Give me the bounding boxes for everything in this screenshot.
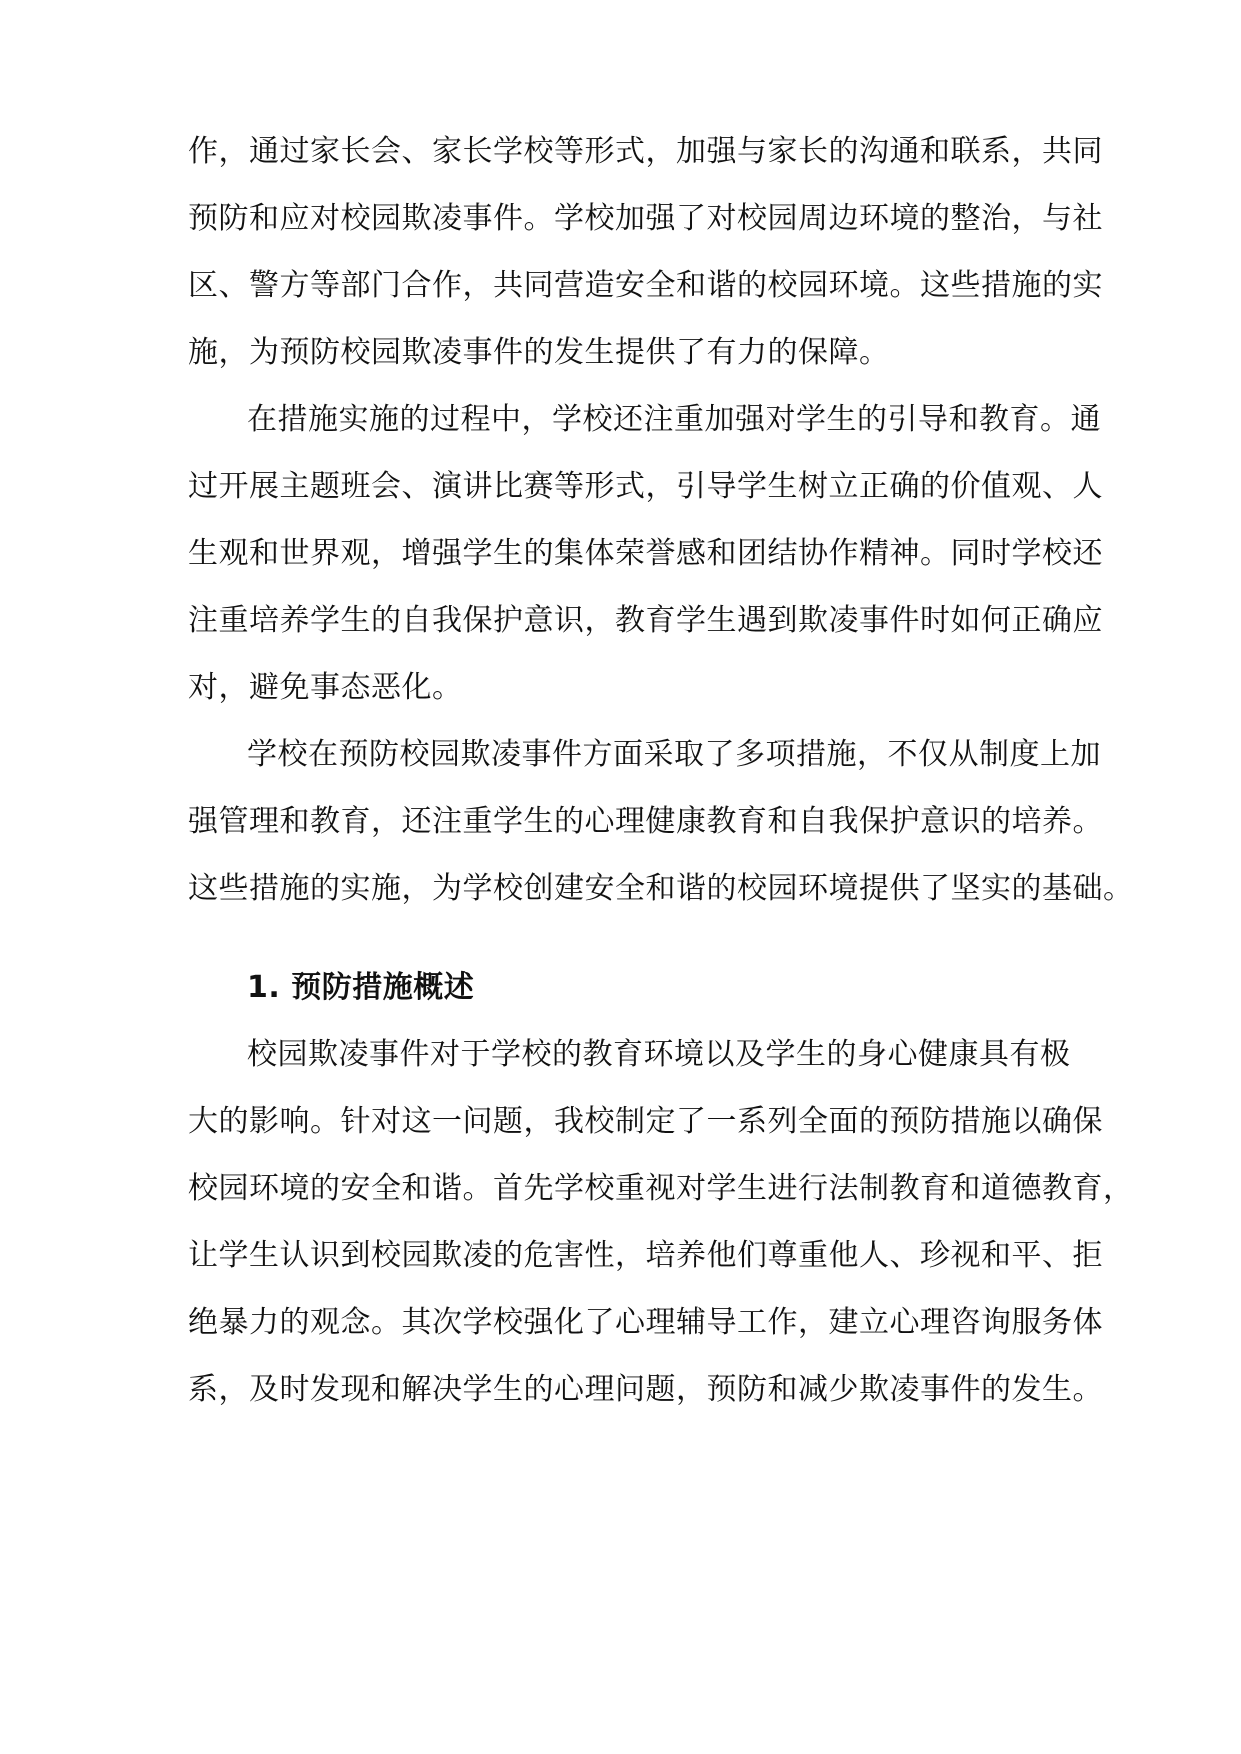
paragraph-3-line-2: 强管理和教育，还注重学生的心理健康教育和自我保护意识的培养。: [188, 804, 1103, 839]
paragraph-2-line-4: 注重培养学生的自我保护意识，教育学生遇到欺凌事件时如何正确应: [188, 603, 1103, 638]
paragraph-1-line-3: 区、警方等部门合作，共同营造安全和谐的校园环境。这些措施的实: [188, 268, 1103, 303]
section-paragraph-line-2: 大的影响。针对这一问题，我校制定了一系列全面的预防措施以确保: [188, 1104, 1103, 1139]
paragraph-2-line-5: 对，避免事态恶化。: [188, 670, 463, 705]
paragraph-2-line-1: 在措施实施的过程中，学校还注重加强对学生的引导和教育。通: [247, 402, 1101, 437]
section-paragraph-line-3: 校园环境的安全和谐。首先学校重视对学生进行法制教育和道德教育，: [188, 1171, 1134, 1206]
paragraph-2-line-2: 过开展主题班会、演讲比赛等形式，引导学生树立正确的价值观、人: [188, 469, 1103, 504]
section-paragraph-line-5: 绝暴力的观念。其次学校强化了心理辅导工作，建立心理咨询服务体: [188, 1305, 1103, 1340]
section-paragraph-line-4: 让学生认识到校园欺凌的危害性，培养他们尊重他人、珍视和平、拒: [188, 1238, 1103, 1273]
paragraph-2-line-3: 生观和世界观，增强学生的集体荣誉感和团结协作精神。同时学校还: [188, 536, 1103, 571]
paragraph-1-line-4: 施，为预防校园欺凌事件的发生提供了有力的保障。: [188, 335, 890, 370]
section-heading: 1. 预防措施概述: [247, 970, 475, 1005]
paragraph-3-line-1: 学校在预防校园欺凌事件方面采取了多项措施，不仅从制度上加: [247, 737, 1101, 772]
section-paragraph-line-1: 校园欺凌事件对于学校的教育环境以及学生的身心健康具有极: [247, 1037, 1071, 1072]
paragraph-1-line-2: 预防和应对校园欺凌事件。学校加强了对校园周边环境的整治，与社: [188, 201, 1103, 236]
paragraph-3-line-3: 这些措施的实施，为学校创建安全和谐的校园环境提供了坚实的基础。: [188, 871, 1134, 906]
section-paragraph-line-6: 系，及时发现和解决学生的心理问题，预防和减少欺凌事件的发生。: [188, 1372, 1103, 1407]
paragraph-1-line-1: 作，通过家长会、家长学校等形式，加强与家长的沟通和联系，共同: [188, 134, 1103, 169]
